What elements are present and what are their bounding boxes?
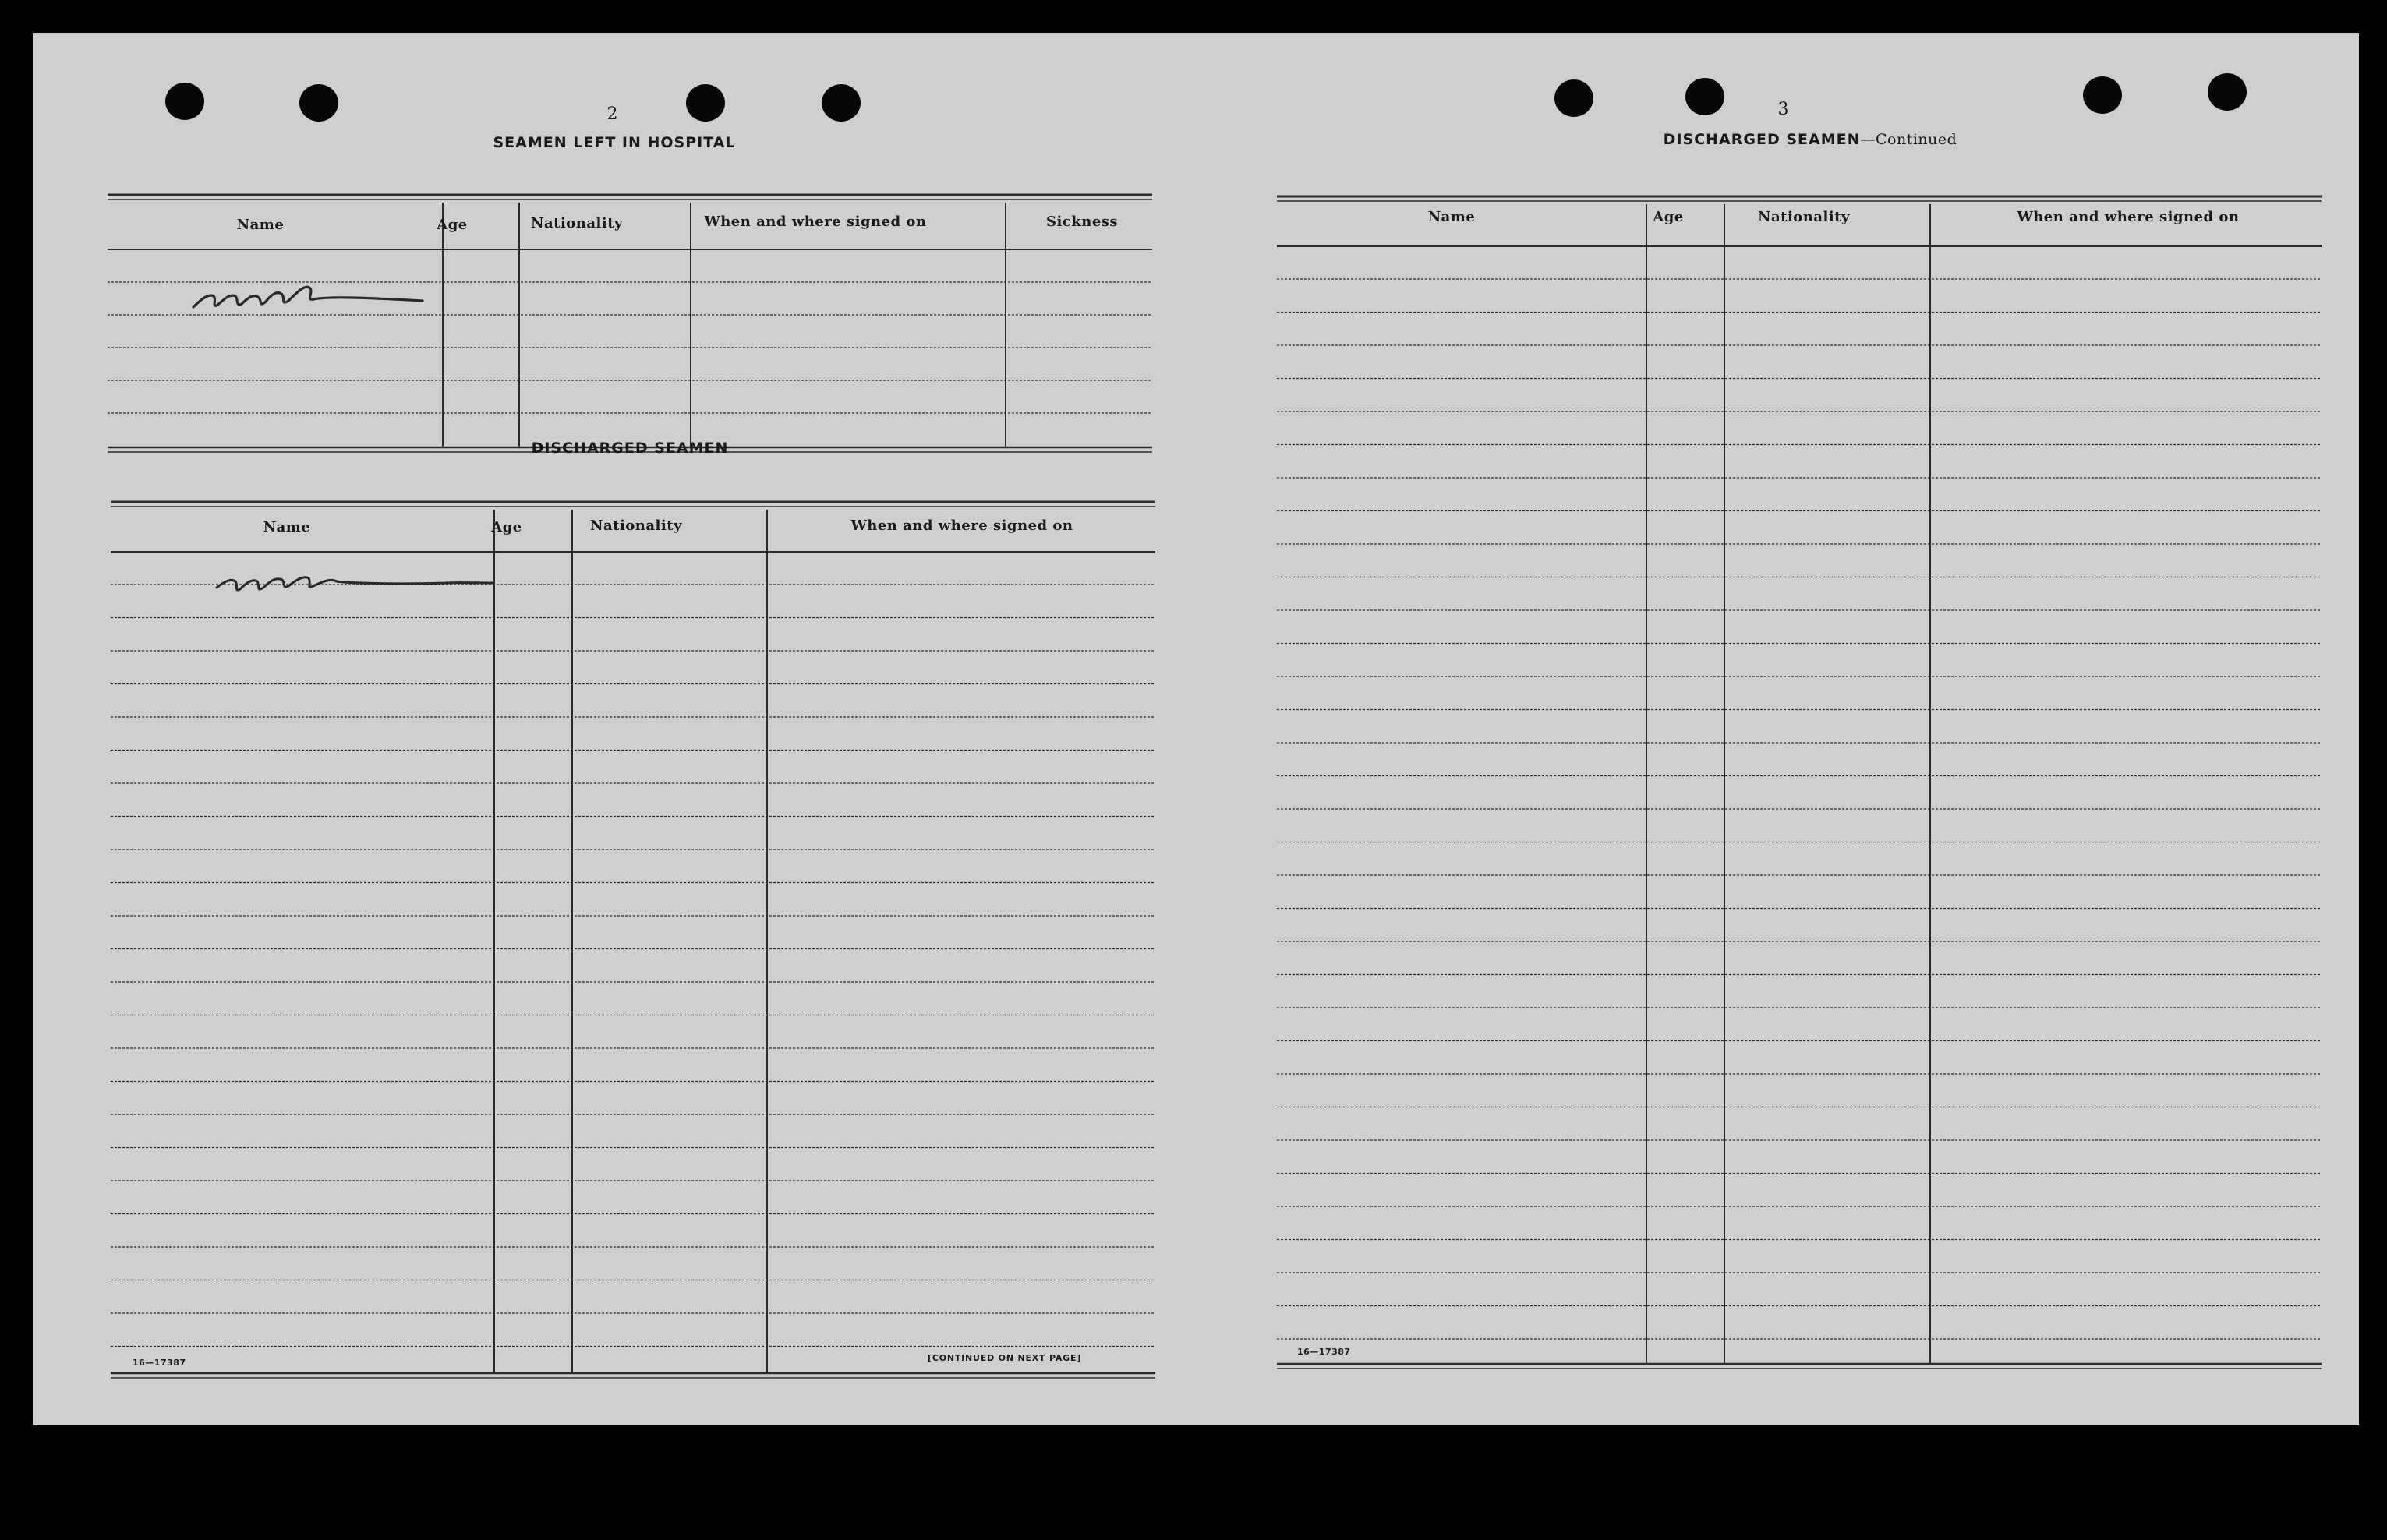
discharged-section-title: DISCHARGED SEAMEN: [531, 440, 729, 457]
column-header-name: Name: [1427, 209, 1476, 225]
page-number-right: 3: [1777, 100, 1790, 119]
punch-hole: [2208, 73, 2247, 111]
hospital-section-title: SEAMEN LEFT IN HOSPITAL: [493, 134, 736, 151]
column-header-nationality: Nationality: [531, 215, 623, 231]
punch-hole: [299, 84, 338, 122]
discharged-continued-title: [1664, 131, 1957, 148]
punch-hole: [165, 83, 204, 120]
column-header-sickness: Sickness: [1045, 214, 1119, 230]
discharged-continued-suffix: —Continued: [1860, 131, 1957, 148]
discharged-table-left: [111, 468, 1155, 1387]
column-header-signed-on: When and where signed on: [850, 517, 1073, 534]
continued-note: [CONTINUED ON NEXT PAGE]: [928, 1353, 1082, 1363]
document-sheet: [33, 33, 2359, 1425]
handwritten-none-discharged: [212, 555, 508, 609]
page-number-left: 2: [606, 104, 619, 124]
punch-hole: [1554, 79, 1593, 117]
form-code-right: 16—17387: [1297, 1347, 1351, 1357]
form-code-left: 16—17387: [133, 1358, 186, 1368]
column-header-nationality: Nationality: [590, 517, 682, 534]
discharged-table-right: [1277, 159, 2337, 1390]
column-header-age: Age: [1653, 209, 1684, 225]
column-header-nationality: Nationality: [1758, 209, 1850, 225]
punch-hole: [2083, 76, 2122, 114]
handwritten-none-hospital: [189, 262, 454, 324]
hospital-table: [108, 162, 1152, 450]
punch-hole: [686, 84, 725, 122]
column-header-name: Name: [236, 217, 285, 233]
discharged-continued-title-main: DISCHARGED SEAMEN: [1663, 131, 1861, 148]
punch-hole: [822, 84, 861, 122]
punch-hole: [1685, 78, 1724, 115]
column-header-signed-on: When and where signed on: [2017, 209, 2240, 225]
column-header-age: Age: [437, 217, 468, 233]
column-header-signed-on: When and where signed on: [704, 214, 927, 230]
column-header-name: Name: [263, 519, 311, 535]
column-header-age: Age: [491, 519, 522, 535]
